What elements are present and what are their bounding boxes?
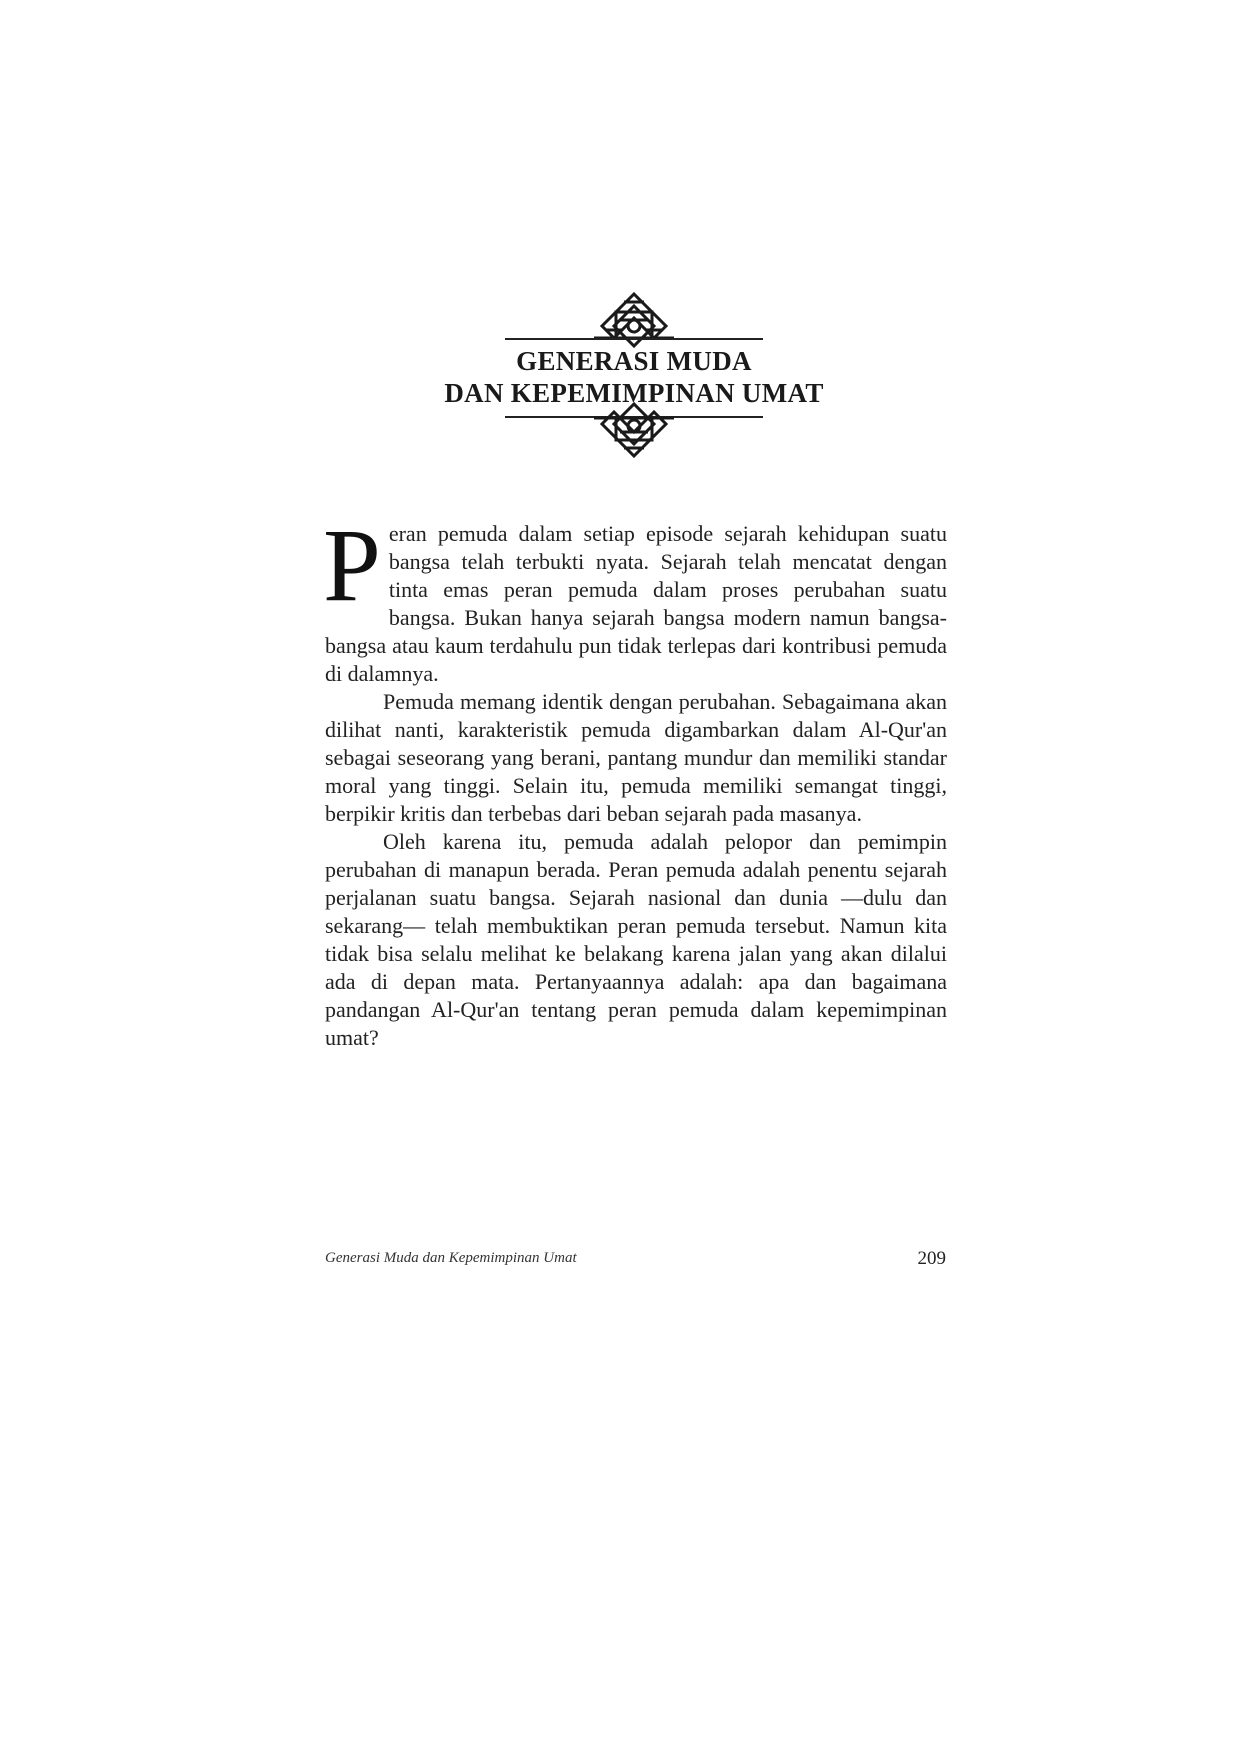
page-number: 209: [917, 1248, 946, 1269]
chapter-title-line2: DAN KEPEMIMPINAN UMAT: [444, 378, 824, 408]
chapter-title-line1: GENERASI MUDA: [516, 346, 752, 376]
paragraph-1: [323, 508, 947, 688]
paragraph-1-text: eran pemuda dalam setiap episode sejarah kehidupan suatu bangsa telah terbukti nyata. Sejarah telah mencatat dengan tinta emas peran pemuda dalam proses perubahan suatu bangsa. Bukan hanya sejarah bangsa modern namun bangsa-bangsa atau kaum terdahulu pun tidak terlepas dari kontribusi pemuda di dalamnya.: [325, 521, 947, 686]
bottom-ornament-icon: [554, 380, 714, 460]
drop-cap: P: [323, 508, 381, 623]
paragraph-3: Oleh karena itu, pemuda adalah pelopor dan pemimpin perubahan di manapun berada. Peran pemuda adalah penentu sejarah perjalanan suatu bangsa. Sejarah nasional dan dunia —dulu dan sekarang— telah membuktikan peran pemuda tersebut. Namun kita tidak bisa selalu melihat ke belakang karena jalan yang akan dilalui ada di depan mata. Pertanyaannya adalah: apa dan bagaimana pandangan Al-Qur'an tentang peran pemuda dalam kepemimpinan umat?: [325, 829, 947, 1050]
paragraph-2: Pemuda memang identik dengan perubahan. Sebagaimana akan dilihat nanti, karakteristik pemuda digambarkan dalam Al-Qur'an sebagai seseorang yang berani, pantang mundur dan memiliki standar moral yang tinggi. Selain itu, pemuda memiliki semangat tinggi, berpikir kritis dan terbebas dari beban sejarah pada masanya.: [325, 689, 947, 826]
top-rule: [505, 338, 763, 340]
body-text: [323, 508, 947, 1052]
running-footer-title: Generasi Muda dan Kepemimpinan Umat: [325, 1250, 577, 1266]
